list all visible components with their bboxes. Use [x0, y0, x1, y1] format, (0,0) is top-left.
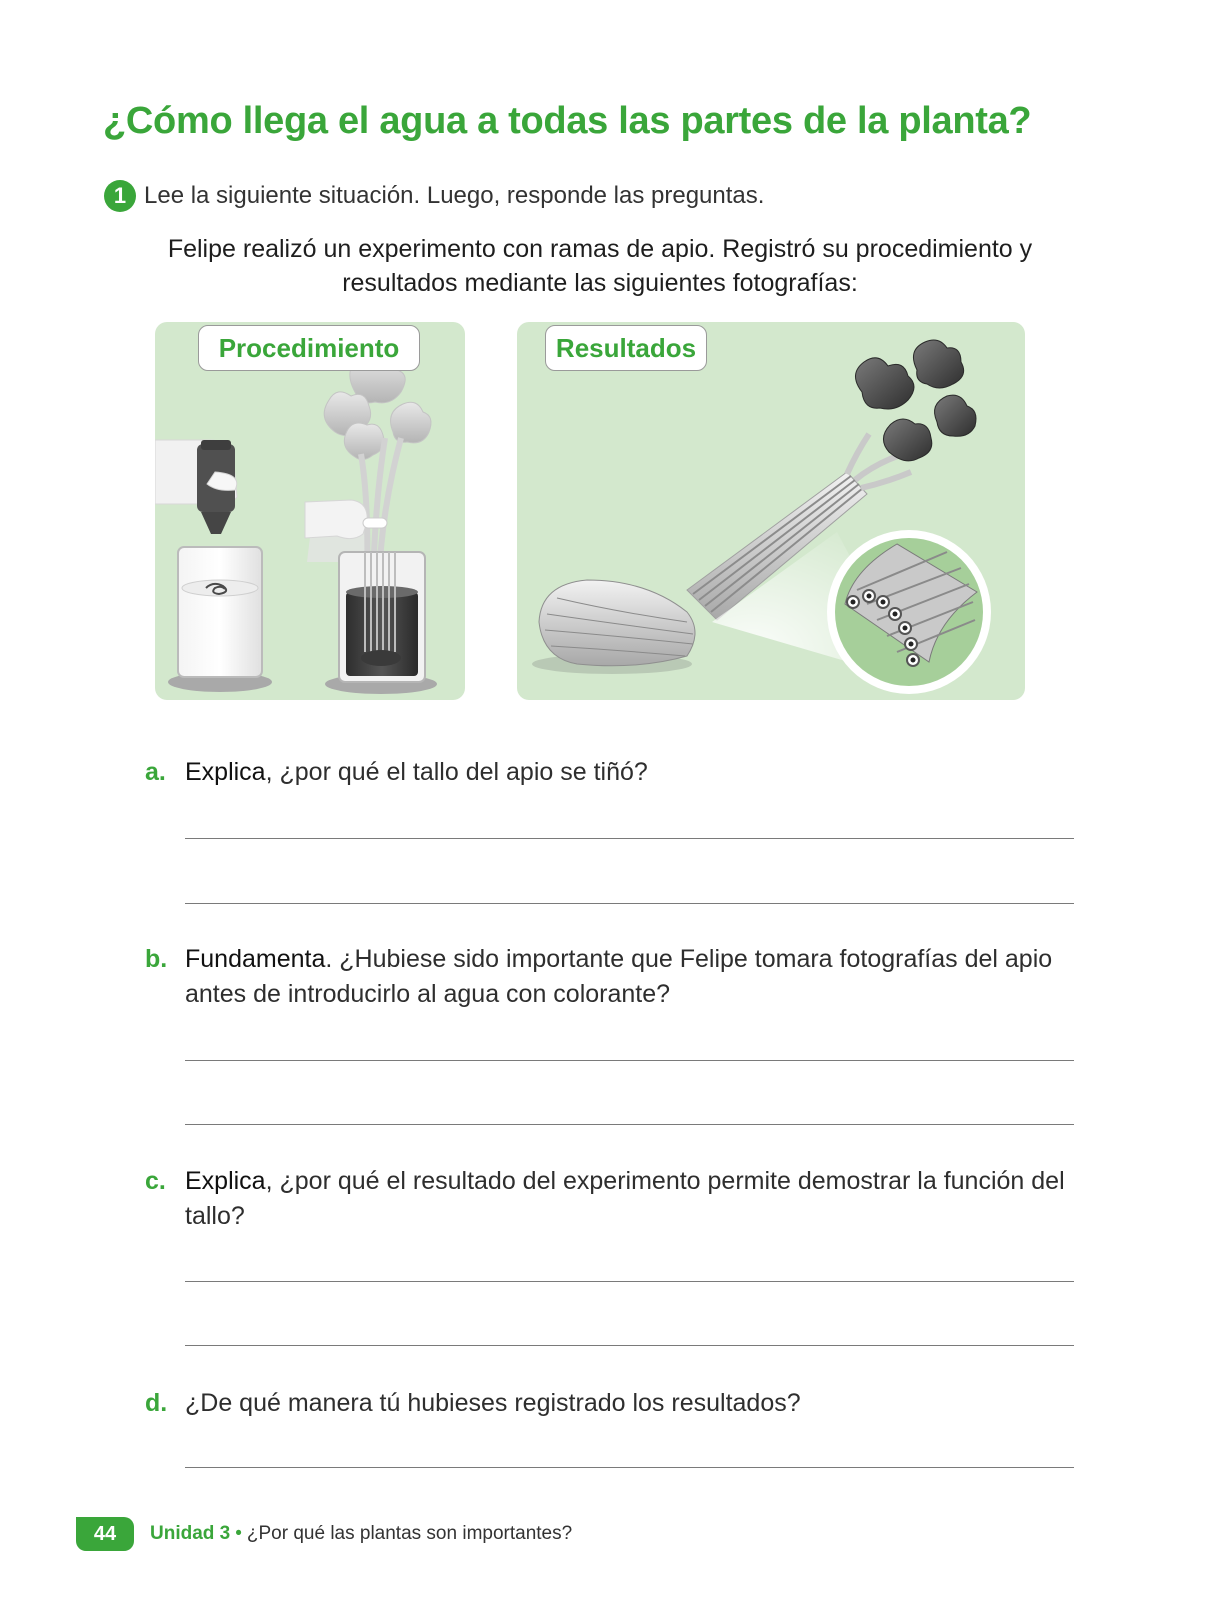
answer-line[interactable] [185, 1345, 1074, 1346]
activity-header [104, 180, 764, 212]
question-text: ¿De qué manera tú hubieses registrado los resultados? [185, 1389, 801, 1417]
activity-number-badge: 1 [104, 180, 136, 212]
activity-instruction: Lee la siguiente situación. Luego, responde las preguntas. [144, 182, 765, 209]
question-text: . ¿Hubiese sido importante que Felipe tomara fotografías del apio antes de introducirlo al agua con colorante? [185, 945, 1053, 1008]
results-figure [517, 322, 1025, 700]
answer-line[interactable] [185, 903, 1074, 904]
question-body [185, 755, 1075, 790]
procedure-label: Procedimiento [198, 325, 420, 371]
question-letter: d. [145, 1389, 168, 1417]
question-verb: Explica [185, 758, 266, 786]
procedure-figure [155, 322, 465, 700]
procedure-illustration [155, 322, 465, 700]
question-c [145, 1164, 1075, 1234]
answer-line[interactable] [185, 838, 1074, 839]
question-letter: c. [145, 1167, 166, 1195]
footer-text [150, 1523, 572, 1545]
footer-unit-title: ¿Por qué las plantas son importantes? [246, 1523, 573, 1544]
question-text: , ¿por qué el tallo del apio se tiñó? [265, 758, 648, 786]
answer-line[interactable] [185, 1124, 1074, 1125]
footer-unit: Unidad 3 [150, 1523, 231, 1544]
question-b [145, 942, 1075, 1012]
page-title: ¿Cómo llega el agua a todas las partes de la planta? [103, 100, 1032, 142]
answer-line[interactable] [185, 1060, 1074, 1061]
question-d [145, 1386, 1075, 1421]
situation-text: Felipe realizó un experimento con ramas de apio. Registró su procedimiento y resultados mediante las siguientes fotografías: [167, 235, 1033, 297]
answer-line[interactable] [185, 1467, 1074, 1468]
page-footer [76, 1517, 572, 1551]
question-text: , ¿por qué el resultado del experimento permite demostrar la función del tallo? [185, 1167, 1065, 1230]
question-body [185, 1386, 1075, 1421]
footer-bullet: • [235, 1523, 242, 1544]
question-letter: a. [145, 758, 166, 786]
page-number: 44 [76, 1517, 134, 1551]
results-label: Resultados [545, 325, 707, 371]
question-verb: Explica [185, 1167, 266, 1195]
question-body [185, 1164, 1075, 1234]
answer-line[interactable] [185, 1281, 1074, 1282]
results-illustration [517, 322, 1025, 700]
question-verb: Fundamenta [185, 945, 326, 973]
question-a [145, 755, 1075, 790]
question-letter: b. [145, 945, 168, 973]
question-body [185, 942, 1075, 1012]
